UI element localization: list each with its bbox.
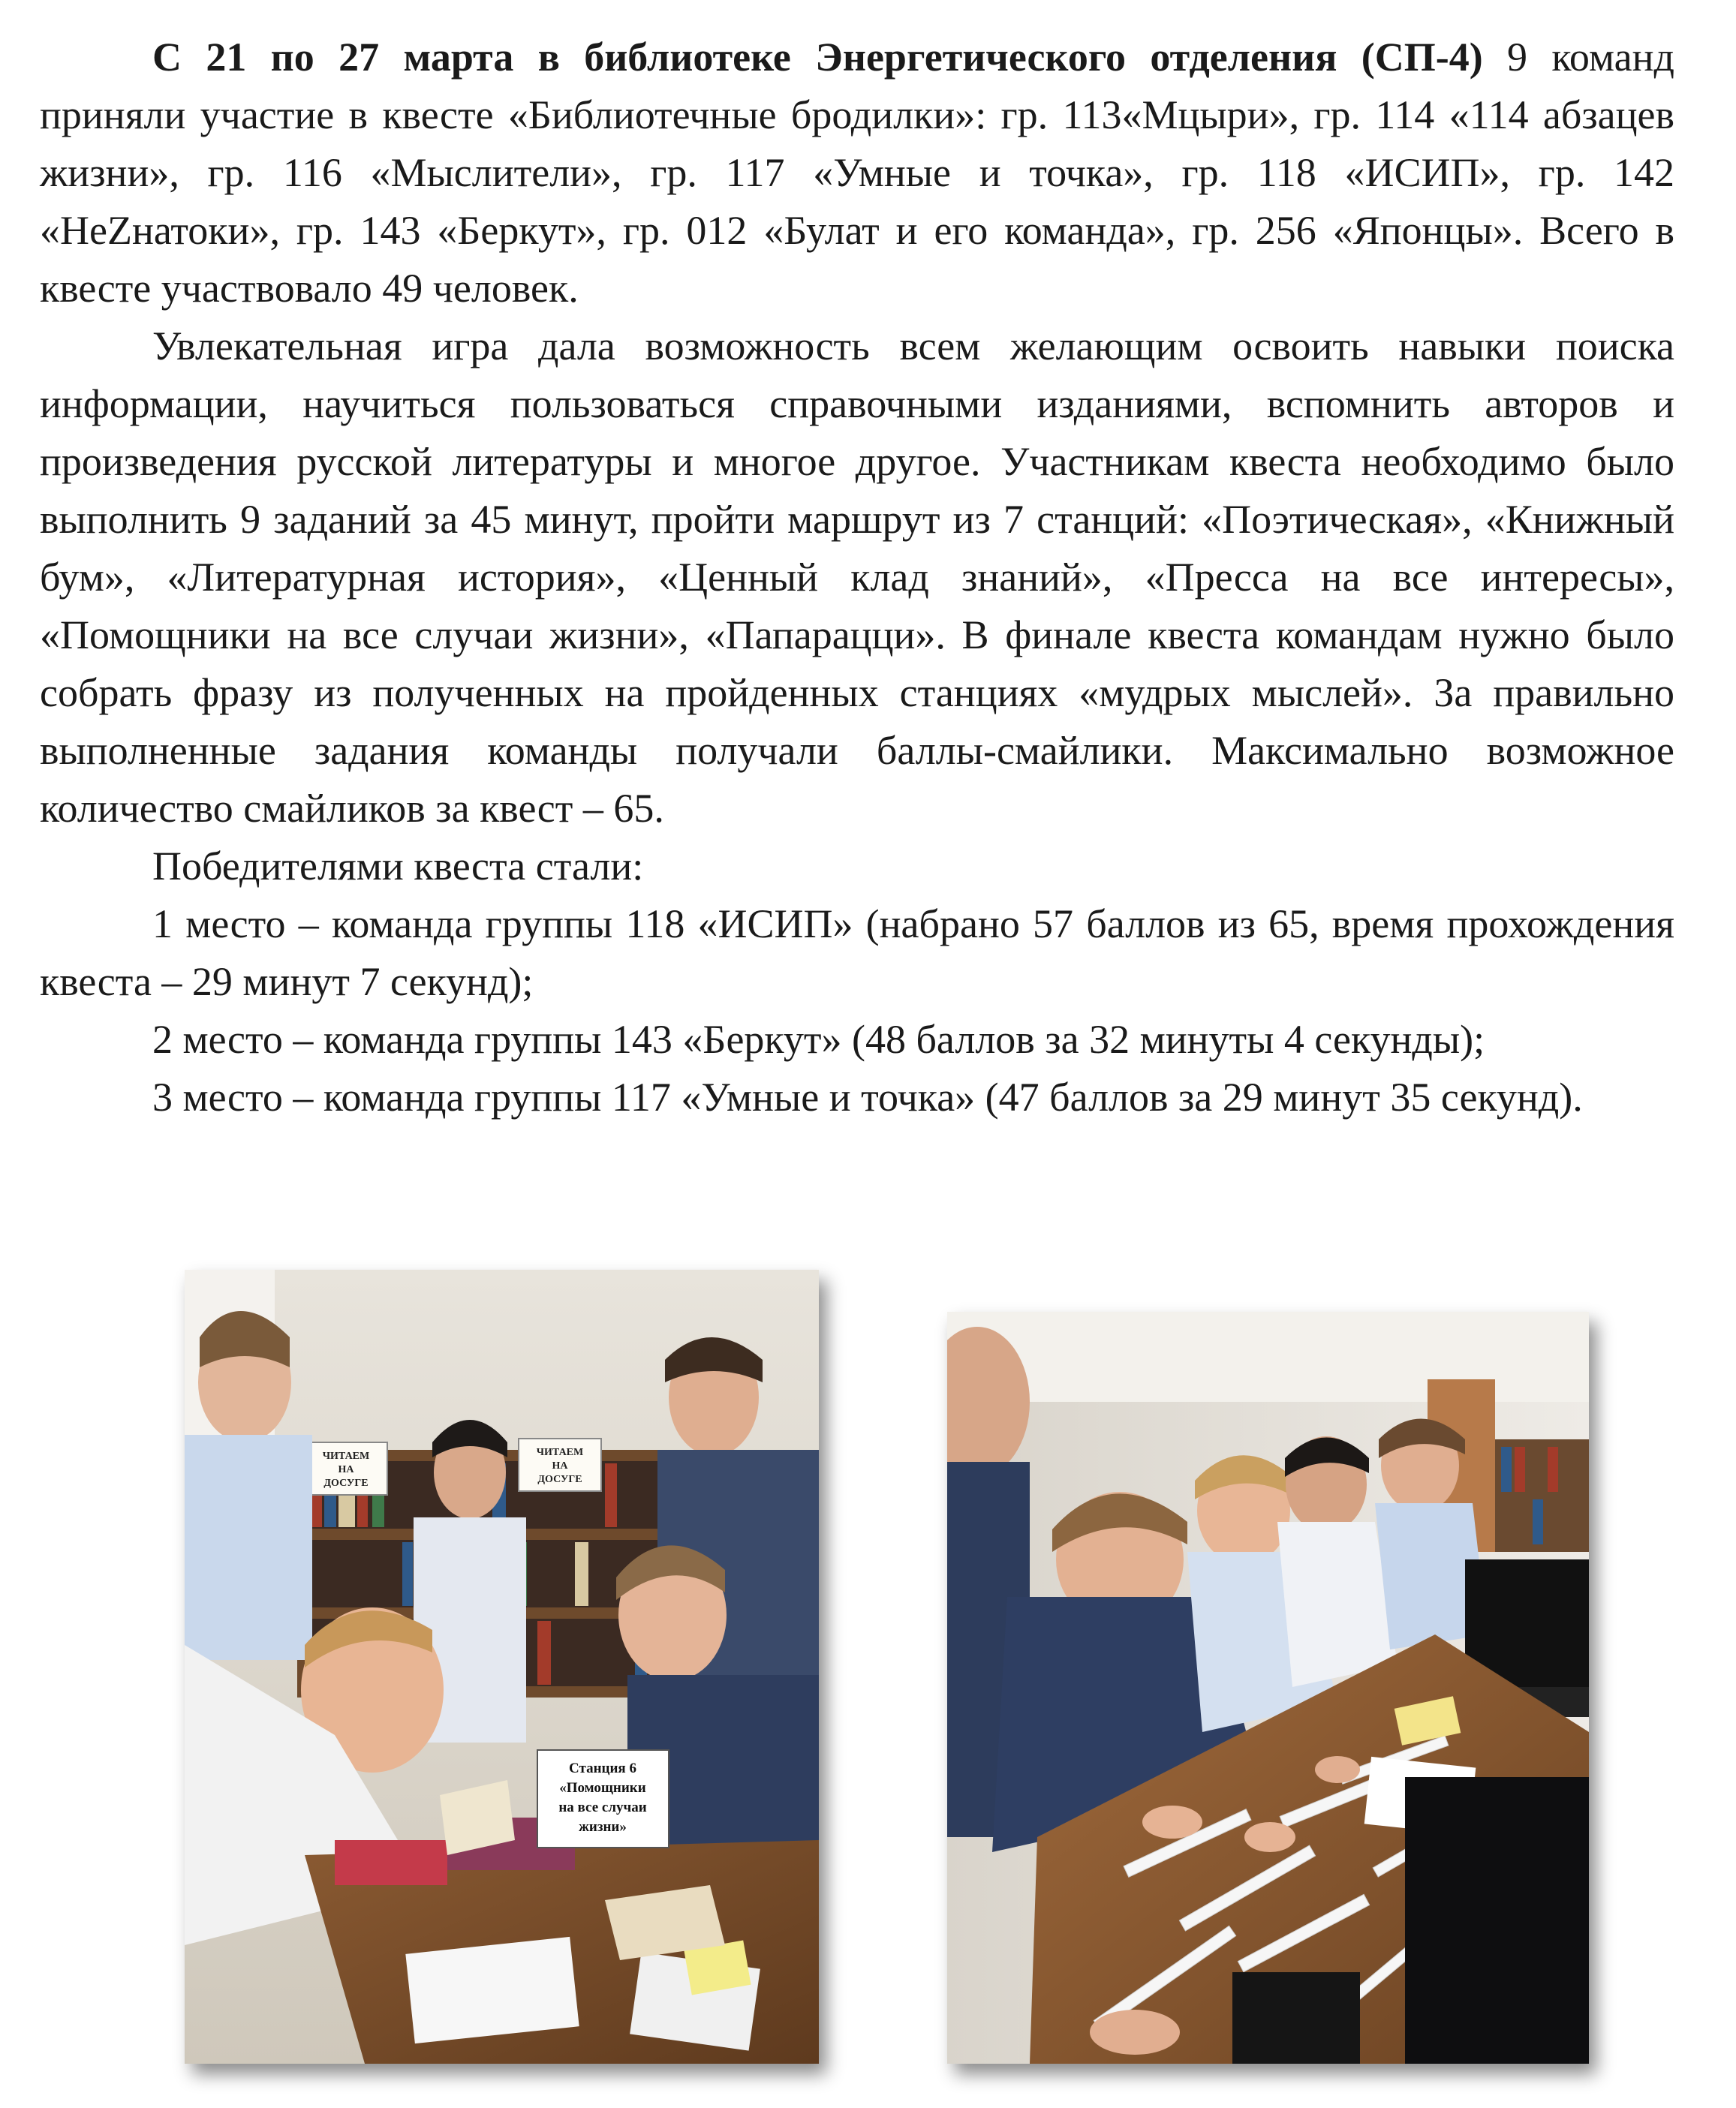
station-sign-line4: жизни» [579,1819,627,1835]
sign-reading-leisure-right [519,1439,601,1491]
sign-right-line3: ДОСУГЕ [537,1474,582,1485]
photo-left-illustration [185,1270,819,2064]
station-sign [537,1750,669,1848]
sign-reading-leisure-left [305,1442,387,1495]
paragraph-intro [40,29,1674,317]
photo-students-assembling-phrase [947,1312,1589,2064]
intro-lead: С 21 по 27 марта в библиотеке Энергетического отделения (СП-4) [152,35,1483,80]
photo-right-illustration [947,1312,1589,2064]
station-sign-line3: на все случаи [558,1800,647,1815]
sign-right-line1: ЧИТАЕМ [536,1447,584,1458]
paragraph-description: Увлекательная игра дала возможность всем желающим освоить навыки поиска информации, научиться пользоваться справочными изданиями, вспомнить авторов и произведения русской литературы и многое другое. Участникам квеста необходимо было выполнить 9 заданий за 45 минут, пройти маршрут из 7 станций: «Поэтическая», «Книжный бум», «Литературная история», «Ценный клад знаний», «Пресса на все интересы», «Помощники на все случаи жизни», «Папарацци». В финале квеста командам нужно было собрать фразу из полученных на пройденных станциях «мудрых мыслей». За правильно выполненные задания команды получали баллы-смайлики. Максимально возможное количество смайликов за квест – 65. [40,323,1674,831]
paragraph-first-place: 1 место – команда группы 118 «ИСИП» (набрано 57 баллов из 65, время прохождения квеста – 29 минут 7 секунд); [40,901,1674,1004]
station-sign-line2: «Помощники [559,1780,646,1796]
article [40,29,1674,1126]
paragraph-third-place: 3 место – команда группы 117 «Умные и точка» (47 баллов за 29 минут 35 секунд). [152,1075,1583,1120]
sign-left-line1: ЧИТАЕМ [322,1451,370,1462]
paragraph-second-place: 2 место – команда группы 143 «Беркут» (48 баллов за 32 минуты 4 секунды); [152,1017,1485,1062]
station-sign-line1: Станция 6 [569,1761,636,1776]
intro-rest: 9 команд приняли участие в квесте «Библиотечные бродилки»: гр. 113«Мцыри», гр. 114 «114 абзацев жизни», гр. 116 «Мыслители», гр. 117 «Умные и точка», гр. 118 «ИСИП», гр. 142 «НеZнатоки», гр. 143 «Беркут», гр. 012 «Булат и его команда», гр. 256 «Японцы». Всего в квесте участвовало 49 человек. [40,35,1674,311]
sign-left-line2: НА [338,1464,354,1475]
sign-right-line2: НА [552,1460,568,1472]
sign-left-line3: ДОСУГЕ [323,1478,369,1489]
paragraph-winners-heading: Победителями квеста стали: [152,844,644,889]
photo-students-at-library [185,1270,819,2064]
